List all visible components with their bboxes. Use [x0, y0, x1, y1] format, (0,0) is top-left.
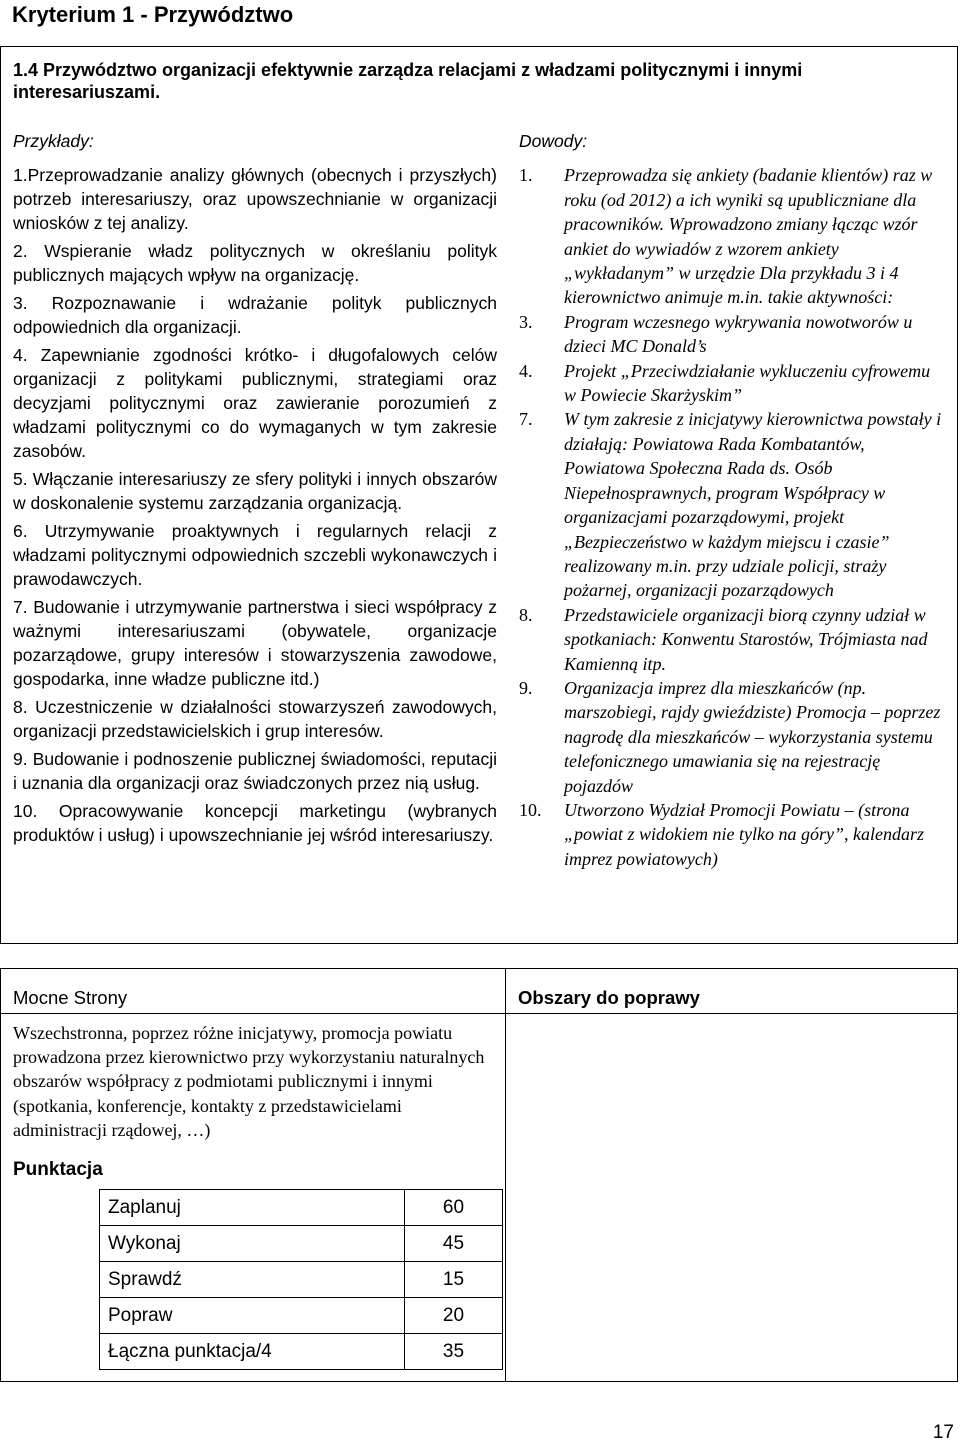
- evidence-text: Projekt „Przeciwdziałanie wykluczeniu cyfrowemu w Powiecie Skarżyskim”: [564, 360, 931, 406]
- evidence-item: [519, 310, 945, 359]
- evidence-label: Dowody:: [519, 131, 588, 151]
- improvement-label: Obszary do poprawy: [518, 987, 700, 1008]
- improvement-box: [505, 968, 958, 1382]
- strengths-header: [1, 969, 505, 1014]
- evidence-text: Organizacja imprez dla mieszkańców (np. marszobiegi, rajdy gwieździste) Promocja – poprzez nagrodę dla mieszkańców – wykorzystania systemu telefonicznego umawiania się na rejestrację pojazdów: [564, 677, 941, 796]
- example-item: 9. Budowanie i podnoszenie publicznej świadomości, reputacji i uznania dla organizacji oraz świadczonych przez nią usług.: [13, 749, 497, 793]
- evidence-text: Przeprowadza się ankiety (badanie klientów) raz w roku (od 2012) a ich wyniki są upubliczniane dla pracowników. Wprowadzono zmiany łącząc wzór ankiet do wywiadów z wzorem ankiety „wykładanym” w urzędzie Dla przykładu 3 i 4 kierownictwo animuje m.in. takie aktywności:: [564, 165, 933, 308]
- example-item: 5. Włączanie interesariuszy ze sfery polityki i innych obszarów w doskonalenie systemu zarządzania organizacją.: [13, 469, 497, 513]
- score-title: Punktacja: [13, 1159, 103, 1180]
- strengths-label: Mocne Strony: [13, 987, 128, 1008]
- strengths-text: Wszechstronna, poprzez różne inicjatywy, promocja powiatu prowadzona przez kierownictwo przy wykorzystaniu naturalnych obszarów współpracy z podmiotami publicznymi i innymi (spotkania, konferencje, kontakty z przedstawicielami administracji rządowej, …): [13, 1023, 485, 1140]
- score-row: [100, 1226, 503, 1262]
- example-item: 7. Budowanie i utrzymywanie partnerstwa i sieci współpracy z ważnymi interesariuszami (obywatele, organizacje pozarządowe, grupy interesów i stowarzyszenia zawodowe, gospodarka, inne władze publiczne itd.): [13, 597, 497, 689]
- score-row: [100, 1298, 503, 1334]
- example-item: 2. Wspieranie władz politycznych w określaniu polityk publicznych mających wpływ na organizację.: [13, 241, 497, 285]
- score-value: 35: [405, 1334, 503, 1370]
- example-item: 1.Przeprowadzanie analizy głównych (obecnych i przyszłych) potrzeb interesariuszy, oraz upowszechnianie w organizacji wniosków z tej analizy.: [13, 165, 497, 233]
- evidence-item: [519, 676, 945, 798]
- evidence-item: [519, 163, 945, 309]
- evidence-text: Utworzono Wydział Promocji Powiatu – (strona „powiat z widokiem nie tylko na góry”, kalendarz imprez powiatowych): [564, 799, 924, 869]
- evidence-number: 9.: [519, 677, 533, 698]
- examples-column: [13, 129, 497, 851]
- page-title: Kryterium 1 - Przywództwo: [12, 2, 294, 27]
- evidence-number: 10.: [519, 799, 542, 820]
- evidence-text: W tym zakresie z inicjatywy kierownictwa powstały i działają: Powiatowa Rada Kombatantów, Powiatowa Społeczna Rada ds. Osób Niepełnosprawnych, program Współpracy w organizacjami pozarządowymi, projekt „Bezpieczeństwo w każdym miejscu i czasie” realizowany m.in. przy udziale policji, straży pożarnej, organizacji pozarządowych: [564, 409, 942, 601]
- evidence-number: 1.: [519, 165, 533, 186]
- evidence-item: [519, 407, 945, 602]
- score-row: [100, 1262, 503, 1298]
- score-label: Sprawdź: [100, 1262, 405, 1298]
- example-item: 6. Utrzymywanie proaktywnych i regularnych relacji z władzami politycznymi odpowiednich szczebli wykonawczych i prawodawczych.: [13, 521, 497, 589]
- score-value: 45: [405, 1226, 503, 1262]
- score-label: Popraw: [100, 1298, 405, 1334]
- score-label: Zaplanuj: [100, 1190, 405, 1226]
- evidence-text: Przedstawiciele organizacji biorą czynny udział w spotkaniach: Konwentu Starostów, Trójmiasta nad Kamienną itp.: [564, 604, 928, 674]
- evidence-number: 3.: [519, 311, 533, 332]
- evidence-number: 8.: [519, 604, 533, 625]
- evidence-text: Program wczesnego wykrywania nowotworów u dzieci MC Donald’s: [564, 311, 913, 357]
- evidence-list: [519, 163, 945, 871]
- evidence-item: [519, 798, 945, 871]
- score-value: 60: [405, 1190, 503, 1226]
- score-table: [99, 1189, 503, 1370]
- strengths-box: [0, 968, 506, 1382]
- criterion-heading: 1.4 Przywództwo organizacji efektywnie zarządza relacjami z władzami politycznymi i innymi interesariuszami.: [13, 60, 803, 102]
- example-item: 4. Zapewnianie zgodności krótko- i długofalowych celów organizacji z politykami publicznymi, strategiami oraz decyzjami politycznymi oraz zawieranie porozumień z władzami politycznymi co do wymaganych w tym zakresie zasobów.: [13, 345, 497, 461]
- evidence-number: 4.: [519, 360, 533, 381]
- score-label: Wykonaj: [100, 1226, 405, 1262]
- evidence-number: 7.: [519, 409, 533, 430]
- examples-label: Przykłady:: [13, 131, 94, 151]
- page-number: 17: [932, 1422, 954, 1443]
- evidence-item: [519, 603, 945, 676]
- criterion-box: [0, 46, 958, 944]
- improvement-header: [506, 969, 957, 1014]
- example-item: 3. Rozpoznawanie i wdrażanie polityk publicznych odpowiednich dla organizacji.: [13, 293, 497, 337]
- score-row: [100, 1190, 503, 1226]
- score-label: Łączna punktacja/4: [100, 1334, 405, 1370]
- score-value: 20: [405, 1298, 503, 1334]
- score-value: 15: [405, 1262, 503, 1298]
- evidence-item: [519, 359, 945, 408]
- evidence-column: [519, 129, 945, 871]
- score-row: [100, 1334, 503, 1370]
- example-item: 8. Uczestniczenie w działalności stowarzyszeń zawodowych, organizacji przedstawicielskich i grup interesów.: [13, 697, 497, 741]
- example-item: 10. Opracowywanie koncepcji marketingu (wybranych produktów i usług) i upowszechnianie jej wśród interesariuszy.: [13, 801, 497, 845]
